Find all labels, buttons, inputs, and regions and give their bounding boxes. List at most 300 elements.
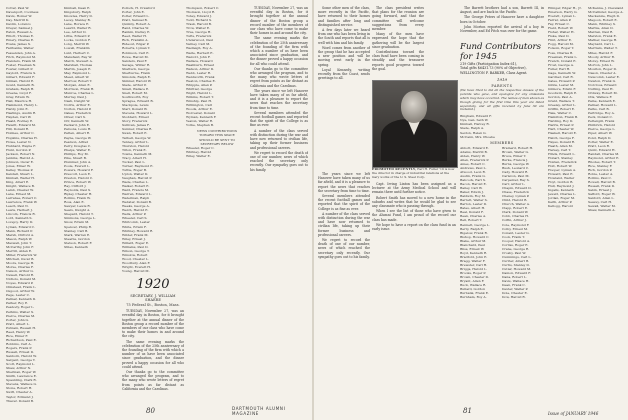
member-entry: Hinds, Edward L. [548,151,576,156]
member-entry: Blake, Arthur M. [460,238,487,243]
name-entry: Whipple, Allen P. [186,82,213,87]
name-entry: White, Edwin F. [122,224,147,229]
name-entry: Gray, Edwin W. [6,95,30,100]
caption-text: Earl H. Fuller '19 is now the director in charge of industrial relations at the Gary works of the U. S. Steel Corp. [372,167,455,179]
name-entry: Roberts, Lyman T. [122,46,151,51]
name-entry: Whittier, George [186,86,213,91]
name-entry: Prince, Robert W. [64,180,92,185]
member-entry: Cheney, Lyman P. [502,194,530,199]
member-entry: Maynard, Carl L. [588,42,615,47]
name-entry: Putnam, Russell H. [6,325,37,330]
fund-meta: 219 Gifts (Participation Index 61), Total gifts $6431.73 (90% of Objective), WELLINGTON F. BARKER, Class Agent. [460,62,528,75]
member-entry: Heath, Allen M. [548,143,573,148]
member-entry: Cooper, Harold A. [502,238,531,243]
name-entry: Scott, Raymond L. [6,362,35,367]
name-entry: Fitch, Raymond M. [6,54,36,59]
member-entry: Baker, Edwin J. [460,190,484,195]
paragraph: The same evening marks the celebration of the 25th anniversary of the founding of the firm with which a number of us have been associated since graduation, and the dinner proved a happy occasion for all who could attend. [122,339,184,369]
member-entry: Cole, Raymond F. [502,222,530,227]
member-entry: Bigelow, Frank R. [460,230,488,235]
name-entry: Noyes, Edward P. [6,281,34,286]
name-entry: Davenport, Coolness [6,10,39,15]
member-entry: Ames, Robert C. [460,161,486,166]
column-note: NEWS CONTRIBUTIONS [196,129,237,134]
name-entry: Emery, Charles E. [6,38,35,43]
member-entry: Rollins, Paul C. [588,175,612,180]
name-entry: Miller, Frederick W. [6,252,38,257]
name-entry: Skinner, Harold W. [122,78,152,83]
name-entry: Phelps, Walter E. [64,147,91,152]
member-entry: Gates, Howard P. [548,78,575,83]
member-entry: Newton, Frank G. [588,78,616,83]
name-entry: Lawrence, Frank W. [6,200,38,205]
name-entry: Wilder, Frank M. [122,232,149,237]
class-notes-1920 [122,309,184,391]
name-entry: Ray, Clifford J. [64,184,87,189]
paragraph: TUESDAY, November 27, was an eventful day in Boston, for it brought together at the annual dinner of the Boston group a record number of the members of our class who have come to make their homes in and around the city. [250,6,308,36]
member-entry: Currier, Albert B. [502,258,530,263]
member-entry: Bishop, Howard C. [460,234,490,239]
member-entry: Rhodes, Robert T. [588,159,616,164]
name-entry: Simmons, George L. [64,216,96,221]
member-entry: Pond, Ralph D. [588,135,612,140]
paragraph: The years since we left Hanover have taken many of us far afield, and it is a pleasure to report the news that reaches the secretary from time to time. [250,88,308,110]
name-entry: Rice, Elmer F. [6,333,28,338]
paragraph: TUESDAY, November 27, was an eventful day in Boston, for it brought together at the annual dinner of the Boston group a record number of the members of our class who have come to make their homes in and around the city. [122,309,184,339]
member-entry: Beal, Donald F. [460,210,484,215]
name-entry: Prescott, Leon E. [64,171,91,176]
name-entry: Woods, Arthur E. [186,107,213,112]
member-entry: Carleton, Paul M. [502,173,530,178]
name-entry: Kelley, Thomas P. [6,167,33,172]
name-entry: Fowler, Gilbert P. [6,66,33,71]
member-entry: Hobart, Stanley [548,155,573,160]
parent-entry: Slade, Ralph A. [460,126,485,131]
member-entry: Mackenzie, Hugh D. [588,14,620,19]
member-entry: Alden, Henry W. [460,153,486,158]
name-entry: Moore, George H. [6,260,35,265]
name-column-1 [6,6,64,402]
name-entry: Nichols, Donald M. [6,277,37,282]
name-entry: Thomson, Lloyd R. [186,10,216,15]
column-note: SECRETARY BELOW [200,141,234,146]
member-entry: Babcock, Earl S. [460,177,486,182]
member-entry: Cummings, Carl L. [502,254,532,259]
member-entry: Hersey, Carl T. [548,147,571,152]
parent-entry: Kimball, Harvey R. [460,122,490,127]
name-entry: Lewis, Herbert J. [6,208,33,213]
name-entry: Little, Edward P. [64,34,90,39]
member-entry: Gardner, Carl R. [548,74,574,79]
member-entry: Gilmore, Edwin F. [548,86,577,91]
name-entry: Fessenden, John A. [6,50,36,55]
name-entry: Starr, Donald W. [122,107,148,112]
name-entry: Robbins, Carl A. [6,341,32,346]
name-entry: Graham, Ralph H. [6,86,35,91]
paragraph: The George Peters of Hanover have a daughter born in October. [460,15,544,24]
member-entry: Miles, Harold F. [588,50,614,55]
member-entry: Barrett, Walter S. [460,198,488,203]
member-entry: Briggs, Harold L. [460,267,488,272]
member-entry: Hale, Walter C. [548,111,572,116]
paragraph: Several members attended the recent football games and reported that the spirit of the College is as fine as ever. [250,110,308,128]
member-entry: Sewall, Walter M. [588,204,616,209]
name-entry: Pierce, Charles M. [6,313,36,318]
name-entry: Jackson, Robert N. [6,151,36,156]
name-entry: Lamb, Chester W. [6,188,34,193]
member-entry: Philbrick, Harold [588,123,615,128]
member-entry: Corliss, Roger E. [502,242,529,247]
member-entry: Sanford, Allen L. [588,196,615,201]
right-name-column-4 [548,6,586,402]
member-entry: Marden, Paul R. [588,30,614,35]
center-column-1-bottom [318,172,370,398]
name-entry: Mitchell, Oscar B. [6,256,35,261]
member-entry: Partridge, Roy A. [588,111,615,116]
left-news-column [250,6,308,402]
name-entry: Spencer, Philip R. [64,224,92,229]
paragraph: The same evening marks the celebration of the 25th anniversary of the founding of the firm with which a number of us have been associated since graduation, and the dinner proved a happy occasion for all who could attend. [250,36,308,66]
member-entry: Potter, Walter E. [588,139,614,144]
member-entry: Burns, George W. [502,161,530,166]
name-entry: Shaw, Arthur N. [6,366,32,371]
name-entry: Wells, Arthur P. [122,212,147,217]
member-entry: Dean, Frank C. [502,283,526,288]
members-column-2 [502,146,544,300]
member-entry: Hamilton, Frank B. [548,115,579,120]
name-entry: Lane, Horace E. [64,22,90,27]
name-entry: Yorke, Stephen B. [186,123,215,128]
name-entry: Gilbert, Edward F. [6,74,35,79]
member-entry: Foss, Charles B. [548,50,574,55]
member-entry: Bruce, Elmer T. [502,153,527,158]
name-entry: Gould, Kenneth B. [6,82,35,87]
member-entry: Curtis, Stanley D. [502,262,530,267]
name-entry: Wyman, Kenneth F. [186,115,217,120]
name-entry: Thayer, Donald B. [6,398,34,402]
name-entry: Swan, Robert E. [122,131,148,136]
name-entry: Warren, Edward L. [122,192,152,197]
name-entry: Lincoln, Francis R. [6,212,36,217]
name-entry: Stanley, Carl B. [64,228,89,233]
name-entry: Eaton, Russell A. [6,30,33,35]
paragraph: Word comes from another of the group that he has accepted a new position and will be moving west early in the spring. [318,45,370,67]
name-entry: Merrow, Robert T. [64,78,93,83]
name-entry: Kimball, Dean E. [64,6,91,10]
name-entry: Tobey, Edward J. [186,14,212,19]
paragraph: Our thanks go to the committee who arranged the program, and to the many who wrote letters of regret from points as far distant as California and the Carolinas. [250,66,308,88]
name-entry: Holmes, Arthur C. [6,131,35,136]
name-entry: Pike, Stuart B. [64,155,87,160]
name-entry: Sanders, Paul F. [122,58,148,63]
name-entry: Waterman, Ralph [122,196,150,201]
name-entry: Stone, Robert H. [6,386,33,391]
name-entry: True, George H. [186,30,212,35]
name-entry: Pratt, Albert L. [6,321,30,326]
paragraph: Contributions toward the class fund have been coming in steadily and the treasurer reports good progress toward the goal. [372,50,424,71]
name-entry: Porter, John E. [122,10,145,15]
member-entry: Cutler, Howard M. [502,267,532,272]
name-entry: Sullivan, James F. [122,123,150,128]
member-entry: Haskell, Harold E. [548,131,577,136]
member-entry: Marble, Allen D. [588,26,614,31]
name-entry: Stackpole, Lewis [122,103,149,108]
member-entry: Mather, George H. [588,38,618,43]
name-entry: Cotter, Paul W. [6,6,30,10]
name-column-3 [122,6,184,274]
member-entry: Frost, George A. [548,62,574,67]
name-entry: Winslow, Robert [122,252,148,257]
name-entry: Stetson, Robert F. [64,240,93,245]
name-entry: Wentworth, Frank [186,74,215,79]
name-entry: Hopkins, Charles H. [6,135,38,140]
paragraph: Loyal Kennedy, writing recently from the Coast, sends greetings to all. [318,67,370,81]
member-entry: Hart, Chester W. [548,127,575,132]
name-entry: Greene, Lloyd F. [6,90,32,95]
member-entry: Gibbs, Lester M. [548,82,575,87]
name-entry: Tufts, Frederick [186,34,212,39]
name-entry: Underwood, Paul [186,38,213,43]
name-entry: Webster, Donald B. [122,200,152,205]
name-entry: Fairbanks, Walter [6,46,34,51]
name-entry: Stevens, Wallace G. [6,382,37,387]
name-entry: Williams, Paul D. [122,244,149,249]
member-entry: Bullard, Gordon [460,287,486,292]
name-entry: March, Stewart A. [64,58,93,63]
name-entry: Packard, John E. [64,123,90,128]
member-entry: Fisher, Walter H. [548,30,575,35]
member-entry: Russell, Frank D. [588,184,615,189]
name-entry: Walker, Robert E. [122,184,150,189]
name-entry: Morse, Charles F. [6,265,34,269]
name-entry: Porter, John G. [6,317,29,322]
name-entry: Reynolds, Paul S. [64,188,92,193]
member-entry: McCallister, George A. [588,10,624,15]
parent-entry: Bingham, Edward F. [460,114,492,119]
name-entry: Tilton, Frank E. [122,147,147,152]
name-entry: Poole, Everett L. [64,163,91,168]
member-entry: Bean, Charles A. [460,214,487,219]
name-entry: Munroe, Charles L. [64,90,95,95]
name-entry: Stoddard, Ernest [122,115,149,120]
member-entry: Gordon, Paul A. [548,95,573,100]
issue-footer: Issue of JANUARY 1946 [548,411,599,416]
member-entry: Otis, Wallace F. [588,95,613,100]
paragraph: Capt. Irving Linton has been assigned as a lecturer at the Army Medical School and will remain there until further notice. [372,182,456,195]
name-entry: Osgood, Arthur W. [6,289,35,294]
name-entry: Smith, Lawrence E. [6,374,37,379]
name-entry: Morrison, Frank H. [64,86,95,91]
member-entry: Cobb, Charles H. [502,214,529,219]
name-entry: Powers, Howard F. [64,167,94,172]
member-entry: Newcomb, Lester E. [588,74,620,79]
name-entry: Lane, Ernest M. [6,192,32,197]
name-entry: Wilkins, Robert T. [186,95,214,100]
paragraph: We hope to have a report on the class fund in an early issue. [372,222,456,232]
member-entry: Fogg, Harold M. [548,42,574,47]
name-entry: Towne, Kenneth M. [122,151,153,156]
member-entry: Holt, Robert W. [548,163,573,168]
member-entry: Fuller, Earl H. [548,66,571,71]
name-entry: Payne, George W. [64,135,92,140]
paragraph: John Morton reported the arrival of a boy in November, and Ed Fitch was over for the game. [460,24,544,34]
class-secretary-line: SECRETARY, J. WILLIAM SHAERE 75 Federal St., Boston, Mass. [126,294,180,307]
name-entry: Palmer, Kenneth D. [6,297,37,302]
name-entry: King, Albert E. [6,180,30,185]
member-entry: Flint, Arthur E. [548,38,572,43]
member-entry: Holden, Frederick [548,159,577,164]
name-entry: Lacey, Stanley B. [64,18,91,23]
center-column-2-bottom [372,182,456,398]
parent-entry: McCann, Mrs. Phoebe [460,134,495,139]
fund-note: (We have tried to list all the respective classes of the parents who gave, and apologize for any omissions which may have occurred. The names of men shown as though giving for the first time this year are listed separately, and all gifts received by June 30 are included.) [460,87,544,112]
name-entry: Page, Lester C. [6,293,30,298]
member-entry: Bryant, Allen F. [460,279,485,284]
name-entry: Evans, James S. [6,42,31,47]
name-entry: Rand, Charles W. [122,26,149,31]
name-entry: Yeaton, Walter R. [186,119,214,124]
right-name-column-5 [588,6,626,402]
member-entry: Morton, John L. [588,62,613,67]
paragraph: We regret to record the death of one of our number, news of which reached the secretary only recently. Our sympathy goes out to his family. [250,150,308,172]
parents-heading: PARENTS [491,83,513,88]
name-entry: Elliott, Thomas E. [6,34,35,39]
member-entry: Peck, Donald C. [588,115,613,120]
name-entry: Rankin, Dudley E. [122,30,151,35]
name-entry: Wight, Harold L. [186,90,213,95]
member-entry: Howard, Paul E. [548,171,574,176]
member-entry: Cady, Howard R. [502,169,529,174]
name-entry: Woodbury, Alan F. [122,260,151,265]
member-entry: Keith, Arthur P. [548,200,573,205]
member-entry: Jordan, Roger M. [548,196,575,201]
member-entry: Howland, Walter [548,175,575,180]
name-entry: Kingsbury, Ralph [64,10,91,15]
name-column-4-tail [186,146,248,158]
member-entry: Jewett, Charles L. [548,192,577,197]
member-entry: Berry, Ralph E. [460,226,484,231]
name-entry: Vaughan, Harold P. [122,175,152,180]
name-entry: Dreyer, Samuel J. [6,26,34,31]
name-entry: Lunt, Herbert C. [64,50,91,55]
name-entry: Martin, Joseph E. [64,66,92,71]
member-entry: Safford, Roger W. [588,192,616,197]
name-entry: Heald, Rodney E. [6,119,34,124]
name-entry: Leavitt, Walter R. [64,26,92,31]
name-entry: May, Raymond L. [64,70,92,75]
member-entry: Rowell, Harold B. [588,180,616,185]
member-entry: Baldwin, Roy M. [460,194,486,199]
member-entry: Burke, Francis J. [502,157,529,162]
name-entry: Stevens, Howard L. [122,111,153,116]
name-entry: Quimby, Robert A. [122,22,151,27]
member-entry: Bliss, Ernest W. [460,246,485,251]
name-entry: Young, Harold M. [122,269,150,274]
name-entry: Wiley, Walter E. [186,153,211,158]
name-entry: Perry, Douglas C. [64,143,91,148]
name-entry: Sawyer, Lewis R. [64,204,91,209]
name-entry: Stiles, Kenneth [64,244,88,249]
name-entry: Whitney, Howard R. [122,228,154,233]
member-entry: Farrar, Allen P. [548,18,572,23]
name-entry: Reed, Walter H. [122,34,147,39]
paragraph: Several members attended the recent football games and reported that the spirit of the College is as fine as ever. [318,194,370,211]
name-entry: Whitney, Harold [186,149,212,154]
paragraph: Robert Smith has moved to a new home in the suburbs and writes that he would be glad to see any classmate who is passing through. [372,195,456,209]
name-entry: Spaulding, Clark R. [6,378,37,383]
member-entry: Bailey, Carl W. [460,186,483,191]
member-entry: Field, Robert W. [548,26,574,31]
name-entry: Sears, Dwight A. [64,208,91,213]
name-entry: Knowles, Harry D. [64,14,93,19]
name-entry: Nelson, Arthur G. [6,269,34,274]
name-entry: Mann, Richard P. [6,228,33,233]
center-column-1-top [318,6,370,170]
name-entry: Davis, Homer W. [6,14,33,19]
name-entry: Upton, Walter D. [122,171,149,176]
name-entry: Lovejoy, Harry D. [6,220,34,225]
member-entry: Moulton, Roger D. [588,66,617,71]
name-entry: Taylor, Edmund J. [6,394,34,399]
member-entry: Damon, Edward F. [502,271,531,276]
member-entry: Everett, Lyman L. [548,14,577,19]
member-entry: Quint, Edward H. [588,147,616,152]
name-entry: Varney, Carl M. [186,42,211,47]
name-entry: Morgan, Allen E. [64,82,91,87]
member-entry: Morey, Ernest W. [588,58,615,63]
member-entry: Chapin, Edward D. [502,186,532,191]
name-entry: Foster, Freeman N. [6,62,37,67]
name-entry: Knight, Wallace B. [6,184,35,189]
name-entry: Withington, Carl [186,103,213,108]
member-entry: Marston, Frank E. [588,34,617,39]
parents-list [460,114,544,138]
member-entry: Brainerd, Robert H. [502,145,534,150]
name-entry: Ward, Francis M. [122,188,150,193]
members-heading: MEMBERS [490,140,514,145]
member-entry: Nutting, Paul H. [588,86,614,91]
name-entry: Washburn, Ernest [186,62,215,67]
name-entry: Flanders, Frank M. [6,58,37,63]
name-entry: Hunt, Gordon P. [6,147,31,152]
member-entry: Emerson, Harry G. [548,10,578,15]
name-entry: Sherman, Roger W. [6,370,37,375]
name-entry: Trask, Harold B. [186,22,212,27]
name-entry: Peabody, Roger L. [6,305,35,310]
name-entry: Lee, Arthur D. [64,30,87,35]
member-entry: Nason, Chester A. [588,70,617,75]
member-entry: Ingalls, Kenneth [548,188,574,193]
name-entry: Lowell, Franklin [64,46,90,51]
page-number-right: 81 [463,407,472,415]
member-entry: Gage, Kenneth W. [548,70,576,75]
name-entry: Story, Frederick [122,119,148,124]
member-entry: Boyd, Kenneth R. [460,250,488,255]
member-entry: Brown, Walter G. [502,149,529,154]
name-entry: Shepard, Harold T. [64,212,94,217]
member-entry: Church, Walter A. [502,202,531,207]
parent-entry: Nye, Gen. Seth W. [460,118,489,123]
name-entry: Hubbard, Wayne F. [6,143,36,148]
member-entry: Adams, Merrill B. [460,149,488,154]
member-entry: Pierce, George L. [588,127,616,132]
member-entry: Carpenter, Ray S. [502,177,530,182]
name-entry: Patten, Albert R. [64,131,91,136]
member-entry: Atwood, Leon R. [460,169,486,174]
fund-contributors-section [460,42,544,398]
name-entry: Mason, Ralph W. [6,236,33,241]
member-entry: Crane, George R. [502,246,530,251]
